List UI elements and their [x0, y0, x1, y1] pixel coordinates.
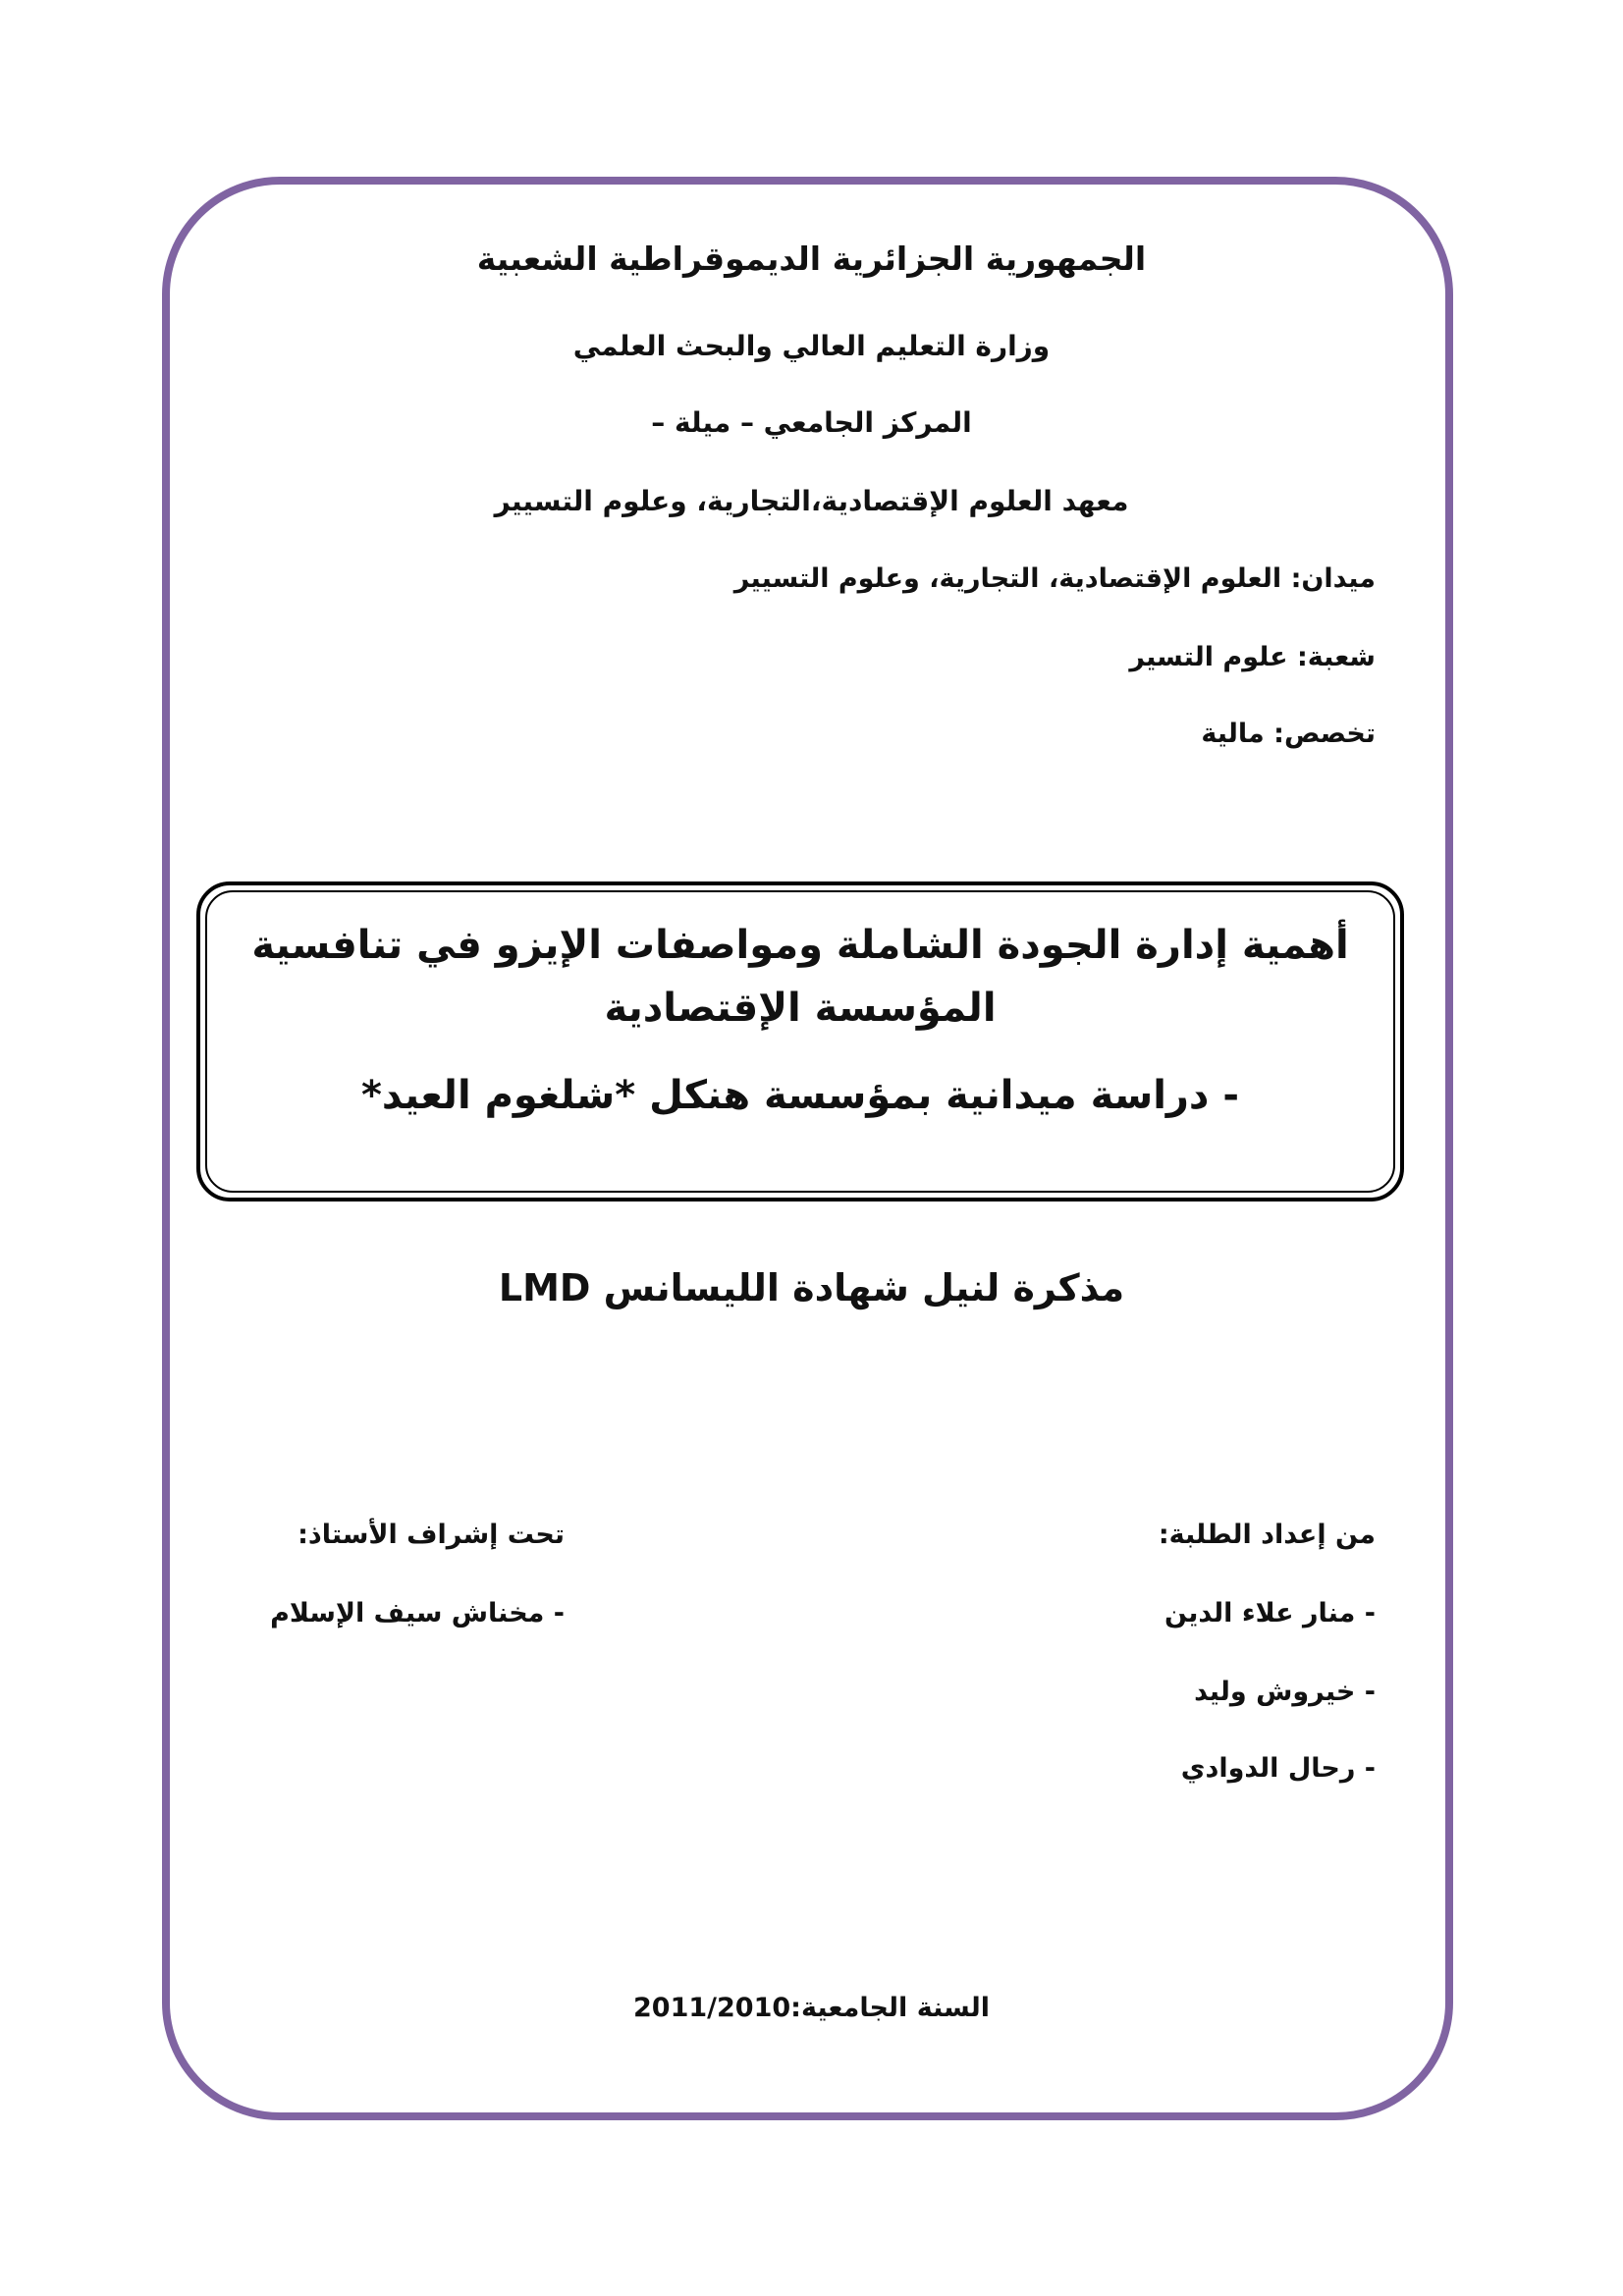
ministry-heading: وزارة التعليم العالي والبحث العلمي: [572, 330, 1051, 362]
university-center-heading: المركز الجامعي – ميلة –: [651, 406, 972, 439]
title-box: [196, 881, 1404, 1201]
students-label: من إعداد الطلبة:: [1158, 1520, 1376, 1550]
thesis-subtitle: - دراسة ميدانية بمؤسسة هنكل *شلغوم العيد*: [361, 1073, 1239, 1118]
student-name: - رحال الدوادي: [1180, 1753, 1376, 1784]
institute-heading: معهد العلوم الإقتصادية،التجارية، وعلوم التسيير: [494, 485, 1129, 517]
title-box-inner-border: [205, 890, 1395, 1193]
supervisor-name: - مخناش سيف الإسلام: [270, 1598, 565, 1629]
student-name: - خيروش وليد: [1194, 1677, 1376, 1707]
branch-label: شعبة: علوم التسير: [1129, 642, 1376, 672]
academic-year: السنة الجامعية:2011/2010: [633, 1993, 990, 2023]
field-label: ميدان: العلوم الإقتصادية، التجارية، وعلوم التسيير: [733, 563, 1376, 594]
degree-statement: مذكرة لنيل شهادة الليسانس LMD: [498, 1266, 1125, 1309]
republic-heading: الجمهورية الجزائرية الديموقراطية الشعبية: [476, 240, 1147, 278]
specialty-label: تخصص: مالية: [1201, 719, 1376, 749]
supervisor-label: تحت إشراف الأستاذ:: [298, 1520, 565, 1550]
student-name: - منار علاء الدين: [1164, 1598, 1376, 1629]
thesis-title: أهمية إدارة الجودة الشاملة ومواصفات الإيزو في تنافسية المؤسسة الإقتصادية: [251, 923, 1349, 1031]
